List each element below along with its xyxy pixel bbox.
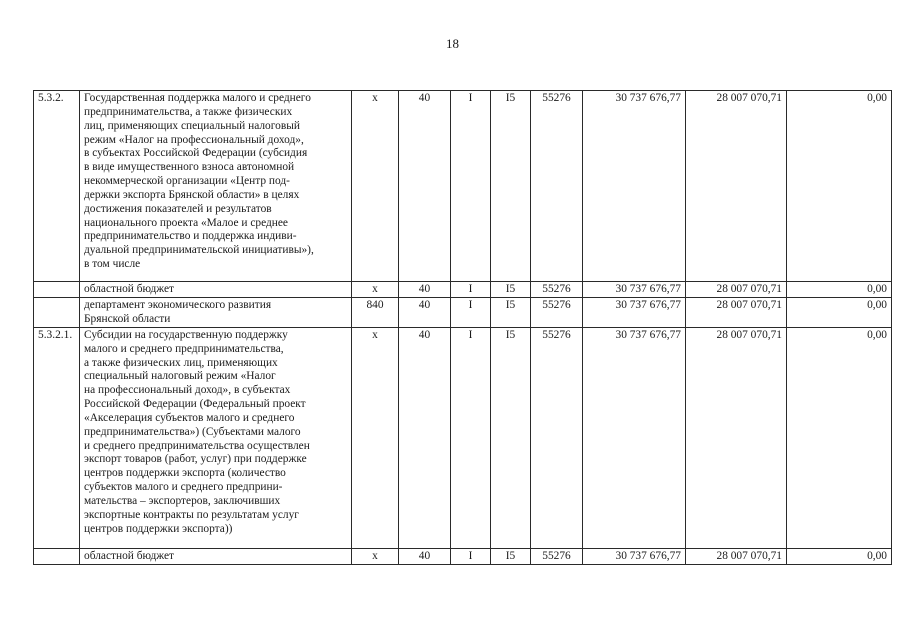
row-code: 5.3.2. [34,91,80,282]
table-row [34,548,892,564]
row-subsection: I [451,91,491,282]
row-grbs: х [352,327,399,548]
row-grbs: х [352,548,399,564]
table-row [34,282,892,298]
table-row [34,327,892,548]
row-amount-2: 28 007 070,71 [686,282,787,298]
row-expense-code: 55276 [531,327,583,548]
row-target-article: I5 [491,327,531,548]
row-amount-2: 28 007 070,71 [686,548,787,564]
row-name: областной бюджет [80,282,352,298]
row-target-article: I5 [491,548,531,564]
row-amount-1: 30 737 676,77 [583,297,686,327]
row-grbs: х [352,91,399,282]
row-grbs: 840 [352,297,399,327]
row-target-article: I5 [491,91,531,282]
row-amount-1: 30 737 676,77 [583,282,686,298]
row-section: 40 [399,548,451,564]
row-code [34,297,80,327]
row-amount-2: 28 007 070,71 [686,327,787,548]
row-code [34,282,80,298]
budget-table [33,90,892,565]
row-section: 40 [399,282,451,298]
row-name: Государственная поддержка малого и среднего предпринимательства, а также физических лиц, применяющих специальный налоговый режим «Налог на профессиональный доход», в субъектах Российской Федерации (субсидия в виде имущественного взноса автономной некоммерческой организации «Центр под- держки экспорта Брянской области» в целях достижения показателей и результатов национального проекта «Малое и среднее предпринимательство и поддержка индиви- дуальной предпринимательской инициативы»), в том числе [80,91,352,282]
row-amount-1: 30 737 676,77 [583,327,686,548]
table-row [34,297,892,327]
row-expense-code: 55276 [531,297,583,327]
row-amount-3: 0,00 [787,327,892,548]
row-target-article: I5 [491,282,531,298]
row-name: департамент экономического развития Брянской области [80,297,352,327]
row-amount-2: 28 007 070,71 [686,297,787,327]
row-amount-2: 28 007 070,71 [686,91,787,282]
row-section: 40 [399,327,451,548]
table-row [34,91,892,282]
row-section: 40 [399,297,451,327]
row-expense-code: 55276 [531,282,583,298]
row-subsection: I [451,282,491,298]
row-subsection: I [451,327,491,548]
row-name: областной бюджет [80,548,352,564]
row-amount-3: 0,00 [787,91,892,282]
row-code: 5.3.2.1. [34,327,80,548]
row-section: 40 [399,91,451,282]
row-amount-1: 30 737 676,77 [583,548,686,564]
row-expense-code: 55276 [531,91,583,282]
row-amount-1: 30 737 676,77 [583,91,686,282]
row-amount-3: 0,00 [787,548,892,564]
row-amount-3: 0,00 [787,297,892,327]
row-code [34,548,80,564]
row-name: Субсидии на государственную поддержку малого и среднего предпринимательства, а также физических лиц, применяющих специальный налоговый режим «Налог на профессиональный доход», в субъектах Российской Федерации (Федеральный проект «Акселерация субъектов малого и среднего предпринимательства») (Субъектами малого и среднего предпринимательства осуществлен экспорт товаров (работ, услуг) при поддержке центров поддержки экспорта (количество субъектов малого и среднего предприни- мательства – экспортеров, заключивших экспортные контракты по результатам услуг центров поддержки экспорта)) [80,327,352,548]
page-number: 18 [446,36,459,51]
row-subsection: I [451,548,491,564]
row-expense-code: 55276 [531,548,583,564]
row-amount-3: 0,00 [787,282,892,298]
row-target-article: I5 [491,297,531,327]
row-grbs: х [352,282,399,298]
row-subsection: I [451,297,491,327]
